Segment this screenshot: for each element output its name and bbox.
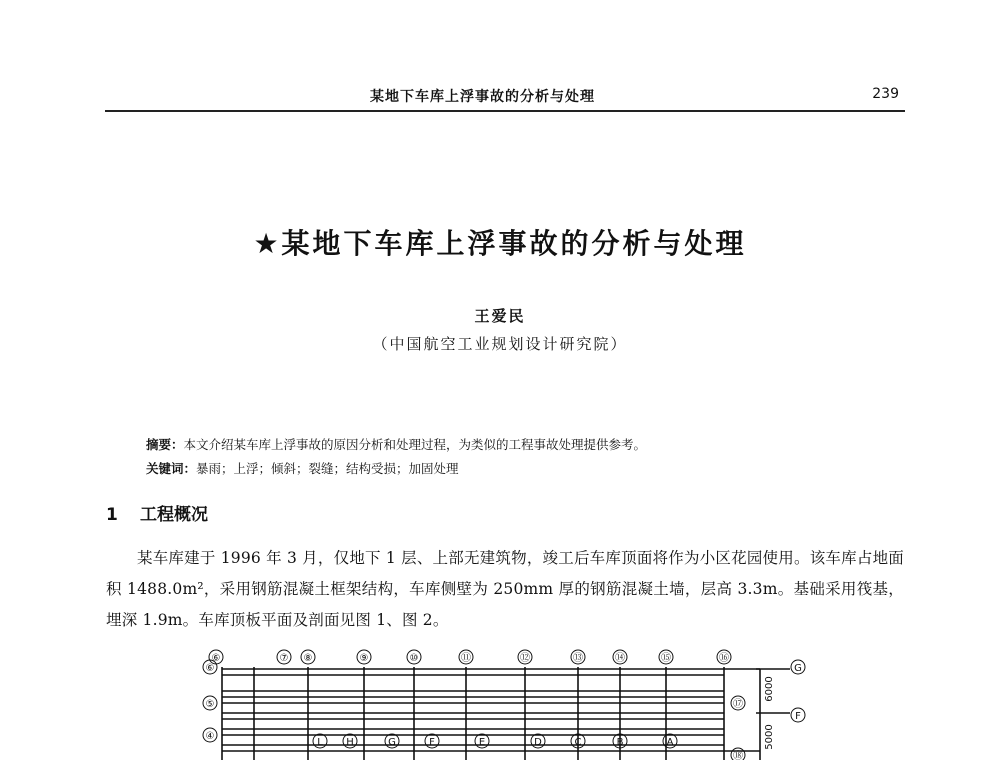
paper-title: ★某地下车库上浮事故的分析与处理 [253, 227, 747, 260]
running-header [105, 84, 905, 112]
far-right-axis-marker [791, 660, 805, 674]
keywords-label: 关键词： [146, 461, 197, 476]
top-axis-marker [301, 650, 315, 664]
axis-bubble-label: ⑥ [205, 663, 215, 674]
axis-labels [203, 650, 805, 760]
axis-bubble-label: ⑱ [733, 751, 743, 760]
body-paragraph: 某车库建于 1996 年 3 月，仅地下 1 层、上部无建筑物，竣工后车库顶面将作为小区花园使用。该车库占地面积 1488.0m²，采用钢筋混凝土框架结构，车库侧壁为 250mm 厚的钢筋混凝土墙，层高 3.3m。基础采用筏基，埋深 1.9m。车库顶板平面及剖面见图 1、图 2。 [106, 549, 904, 629]
top-axis-marker [659, 650, 673, 664]
beam-label [385, 734, 399, 748]
top-axis-marker [459, 650, 473, 664]
right-axis-marker [731, 748, 745, 760]
axis-bubble-label: F [429, 737, 435, 748]
dimension-label: 6000 [764, 676, 775, 702]
axis-bubble-label: G [388, 737, 396, 748]
running-title: 某地下车库上浮事故的分析与处理 [370, 89, 595, 105]
axis-bubble-label: ⑯ [719, 653, 729, 664]
axis-bubble-label: G [794, 663, 802, 674]
axis-bubble-label: ⑥ [211, 653, 221, 664]
top-axis-marker [717, 650, 731, 664]
dimension-label: 5000 [764, 724, 775, 750]
beam-label [475, 734, 489, 748]
abstract-text: 本文介绍某车库上浮事故的原因分析和处理过程，为类似的工程事故处理提供参考。 [183, 437, 647, 452]
top-axis-marker [277, 650, 291, 664]
far-right-axis-marker [791, 708, 805, 722]
left-axis-marker [203, 696, 217, 710]
right-axis-marker [731, 696, 745, 710]
axis-bubble-label: A [666, 737, 674, 748]
abstract [146, 435, 646, 453]
beam-label [425, 734, 439, 748]
left-axis-marker [203, 728, 217, 742]
beam-label [613, 734, 627, 748]
beam-label [313, 734, 327, 748]
keywords-text: 暴雨；上浮；倾斜；裂缝；结构受损；加固处理 [196, 461, 459, 476]
affiliation: （中国航空工业规划设计研究院） [372, 335, 628, 353]
page-number: 239 [872, 86, 899, 102]
axis-bubble-label: ⑫ [520, 653, 530, 664]
section-title: 工程概况 [140, 505, 208, 525]
top-axis-marker [407, 650, 421, 664]
top-axis-marker [571, 650, 585, 664]
axis-bubble-label: ⑰ [733, 699, 743, 710]
axis-bubble-label: L [317, 737, 323, 748]
floor-plan-grid [222, 667, 790, 760]
floor-plan-figure [200, 645, 820, 760]
axis-bubble-label: ⑬ [573, 653, 583, 664]
axis-bubble-label: D [534, 737, 542, 748]
beam-label [663, 734, 677, 748]
top-axis-marker [357, 650, 371, 664]
axis-bubble-label: C [574, 737, 582, 748]
author: 王爱民 [474, 307, 526, 325]
keywords [146, 459, 459, 477]
axis-bubble-label: ⑧ [303, 653, 313, 664]
beam-label [531, 734, 545, 748]
beam-label [343, 734, 357, 748]
top-axis-marker [209, 650, 223, 664]
axis-bubble-label: ⑩ [409, 653, 419, 664]
axis-bubble-label: F [795, 711, 801, 722]
left-axis-marker [203, 660, 217, 674]
section-heading [106, 500, 208, 525]
top-axis-marker [518, 650, 532, 664]
axis-bubble-label: ⑨ [359, 653, 369, 664]
axis-bubble-label: ⑮ [661, 653, 671, 664]
top-axis-marker [613, 650, 627, 664]
axis-bubble-label: B [616, 737, 624, 748]
axis-bubble-label: ⑤ [205, 699, 215, 710]
axis-bubble-label: ⑭ [615, 653, 625, 664]
axis-bubble-label: ⑪ [461, 653, 471, 664]
abstract-label: 摘要： [146, 437, 184, 452]
axis-bubble-label: H [346, 737, 354, 748]
axis-bubble-label: ⑦ [279, 653, 289, 664]
beam-label [571, 734, 585, 748]
axis-bubble-label: ④ [205, 731, 215, 742]
axis-bubble-label: E [478, 737, 486, 748]
section-number: 1 [106, 505, 118, 525]
